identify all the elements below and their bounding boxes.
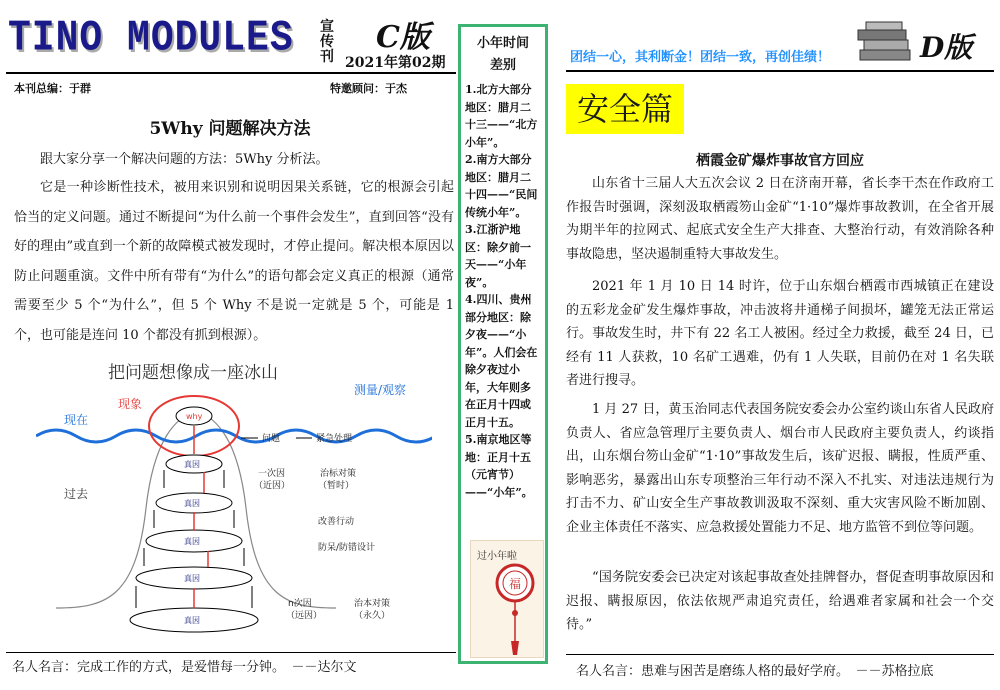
list-item: 1.北方大部分地区：腊月二十三——“北方小年”。 [465,83,538,149]
footer-rule-left [6,652,456,653]
fu-character: 福 [509,577,522,591]
column-title [465,33,541,77]
problem-label: 问题 [262,434,281,444]
article-paragraph: 山东省十三届人大五次会议 2 日在济南开幕，省长李干杰在作政府工作报告时强调，深刻汲取栖霞笏山金矿“1·10”爆炸事故教训，在全省开展为期半年的拉网式、起底式安全生产大排查、大整治行动，有效消除各种事故隐患，坚决遏制重特大事故发生。 [566,176,994,262]
footer-rule-right [566,654,994,655]
temporary-fix-sub: （暂时） [318,481,355,491]
slogan: 团结一心，其利断金！团结一致，再创佳绩！ [570,50,831,65]
article-paragraph: “国务院安委会已决定对该起事故查处挂牌督办，督促查明事故原因和迟报、瞒报原因，依法依规严肃追究责任，给遇难者家属和社会一个交待。” [566,570,994,632]
diagram-title: 把问题想像成一座冰山 [108,363,278,383]
famous-quote-left: 名人名言：完成工作的方式，是爱惜每一分钟。 －－达尔文 [12,660,357,675]
issue-number: 2021年第02期 [345,55,446,71]
newsletter-brand: TINO MODULES [8,14,294,64]
special-advisor: 特邀顾问：于杰 [330,82,407,95]
article-paragraph: 跟大家分享一个解决问题的方法：5Why 分析法。 [40,152,329,167]
past-label: 过去 [64,487,89,501]
header-rule-right [566,70,994,72]
list-item: 3.江浙沪地区：除夕前一天——“小年夜”。 [465,223,531,289]
list-item: 5.南京地区等地：正月十五（元宵节）——“小年”。 [465,433,533,499]
brand-subtitle: 宣传刊 [320,19,334,65]
true-cause-label: 真因 [184,574,200,583]
phenomenon-label: 现象 [118,397,143,411]
measure-label: 测量/观察 [354,383,407,397]
section-title-safety: 安全篇 [566,84,684,134]
edition-d-label: D版 [920,31,973,64]
emergency-label: 紧急处理 [316,434,353,444]
column-body [465,81,541,501]
tassel-icon [511,641,519,655]
temporary-fix-label: 治标对策 [320,469,357,479]
column-title-line-1: 小年时间 [476,36,529,51]
article-paragraph: 1 月 27 日，黄玉治同志代表国务院安委会办公室约谈山东省人民政府负责人、省应急管理厅主要负责人、烟台市人民政府主要负责人，约谈指出，山东烟台笏山金矿“1·10”事故发生后，该矿迟报、瞒报，性质严重、影响恶劣，暴露出山东专项整治三年行动不深入不扎实、对违法违规行为打击不力、矿山安全生产事故教训汲取不深刻、重大灾害风险不断加剧、企业主体责任不落实、应急救援处置能力不足、地方监管不到位等问题。 [566,402,994,535]
column-title-line-2: 差别 [489,58,516,73]
near-cause-label: 一次因 [258,469,286,479]
article-title-5why: 5Why 问题解决方法 [149,119,311,139]
root-cause-label: n次因 [288,599,312,609]
famous-quote-right: 名人名言：患难与困苦是磨练人格的最好学府。 －－苏格拉底 [576,664,934,679]
root-cause-sub: （远因） [286,611,323,621]
article-paragraph: 2021 年 1 月 10 日 14 时许，位于山东烟台栖霞市西城镇正在建设的五彩龙金矿发生爆炸事故，冲击波将井通梯子间损坏，罐笼无法正常运行。事故发生时，井下有 22 名工人被困。经过全力救援，截至 24 日，已经有 11 人获救，10 名矿工遇难，仍有 1 人失联，目前仍在对 1 名失联者进行搜寻。 [566,279,994,388]
true-cause-label: 真因 [184,537,200,546]
near-cause-sub: （近因） [254,481,291,491]
improvement-label: 改善行动 [318,517,355,527]
now-label: 现在 [64,413,89,427]
little-new-year-card [470,540,544,658]
card-text: 过小年啦 [477,551,517,562]
permanent-fix-label: 治本对策 [354,599,391,609]
true-cause-label: 真因 [184,460,200,469]
article-paragraph: 它是一种诊断性技术，被用来识别和说明因果关系链，它的根源会引起恰当的定义问题。通过不断提问“为什么前一个事件会发生”，直到回答“没有好的理由”或直到一个新的故障模式被发现时，才停止提问。解决根本原因以防止问题重演。文件中所有带有“为什么”的语句都会定义真正的根源（通常需要至少 5 个“为什么”，但 5 个 Why 不是说一定就是 5 个，可能是 1 个，也可能是连问 10 个都没有抓到根源）。 [14,180,454,343]
why-text: why [186,412,203,421]
poka-yoke-label: 防呆/防错设计 [318,543,376,553]
edition-c-label: C版 [376,20,430,55]
list-item: 2.南方大部分地区：腊月二十四——“民间传统小年”。 [465,153,538,219]
iceberg-diagram [36,358,432,654]
books-icon [856,20,916,66]
true-cause-label: 真因 [184,499,200,508]
permanent-fix-sub: （永久） [354,611,391,621]
list-item: 4.四川、贵州部分地区：除夕夜——“小年”。人们会在除夕夜过小年，大年则多在正月十四或正月十五。 [465,293,538,429]
chief-editor: 本刊总编：于群 [14,82,91,95]
header-rule-left [6,72,456,74]
true-cause-label: 真因 [184,616,200,625]
article-title-mine: 栖霞金矿爆炸事故官方回应 [696,153,864,169]
